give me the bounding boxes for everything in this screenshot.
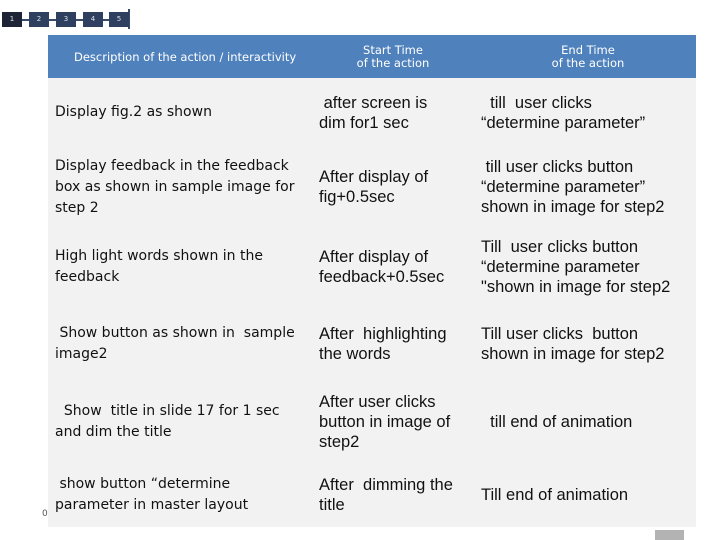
row-description: Display feedback in the feedback box as shown in sample image for step 2 [55, 157, 295, 216]
header-start-time-line1: Start Time [363, 42, 423, 57]
table-row [48, 307, 696, 381]
header-end-time [508, 35, 668, 78]
step-2-button[interactable]: 2 [29, 12, 49, 27]
row-start-time: After user clicks button in image of step2 [319, 393, 451, 451]
row-start-time: after screen is dim for1 sec [319, 93, 428, 132]
row-end-time: Till end of animation [481, 486, 629, 504]
row-start-time: After display of fig+0.5sec [319, 168, 429, 206]
table-header [48, 35, 696, 78]
row-end-time: Till user clicks button shown in image for step2 [481, 325, 665, 363]
row-description: Show button as shown in sample image2 [55, 325, 295, 362]
row-end-time: till user clicks button “determine parameter” shown in image for step2 [481, 158, 665, 216]
step-navigation [0, 9, 130, 29]
table-row [48, 78, 696, 147]
step-4-button[interactable]: 4 [83, 12, 103, 27]
row-description: Display fig.2 as shown [55, 104, 212, 120]
row-start-time: After dimming the title [319, 476, 453, 514]
corner-decoration [655, 530, 684, 540]
row-description: show button “determine parameter in master layout [55, 476, 249, 513]
header-end-time-line1: End Time [561, 42, 615, 57]
table-row [48, 463, 696, 527]
table-row [48, 381, 696, 463]
row-description: High light words shown in the feedback [55, 248, 263, 285]
header-end-time-line2: of the action [551, 55, 625, 70]
row-end-time: till user clicks “determine parameter” [481, 93, 646, 132]
header-start-time-line2: of the action [356, 55, 430, 70]
table-row [48, 147, 696, 227]
row-end-time: till end of animation [481, 413, 633, 431]
action-table [48, 35, 696, 527]
step-3-button[interactable]: 3 [56, 12, 76, 27]
row-end-time: Till user clicks button “determine parameter "shown in image for step2 [481, 238, 671, 296]
header-description: Description of the action / interactivity [74, 49, 297, 64]
row-start-time: After highlighting the words [319, 325, 447, 363]
step-1-button[interactable]: 1 [2, 12, 22, 27]
row-start-time: After display of feedback+0.5sec [319, 248, 445, 286]
table-row [48, 227, 696, 307]
row-description: Show title in slide 17 for 1 sec and dim the title [55, 403, 280, 440]
header-start-time [318, 35, 468, 78]
page-number: 0 [42, 509, 48, 519]
step-5-button[interactable]: 5 [109, 12, 129, 27]
